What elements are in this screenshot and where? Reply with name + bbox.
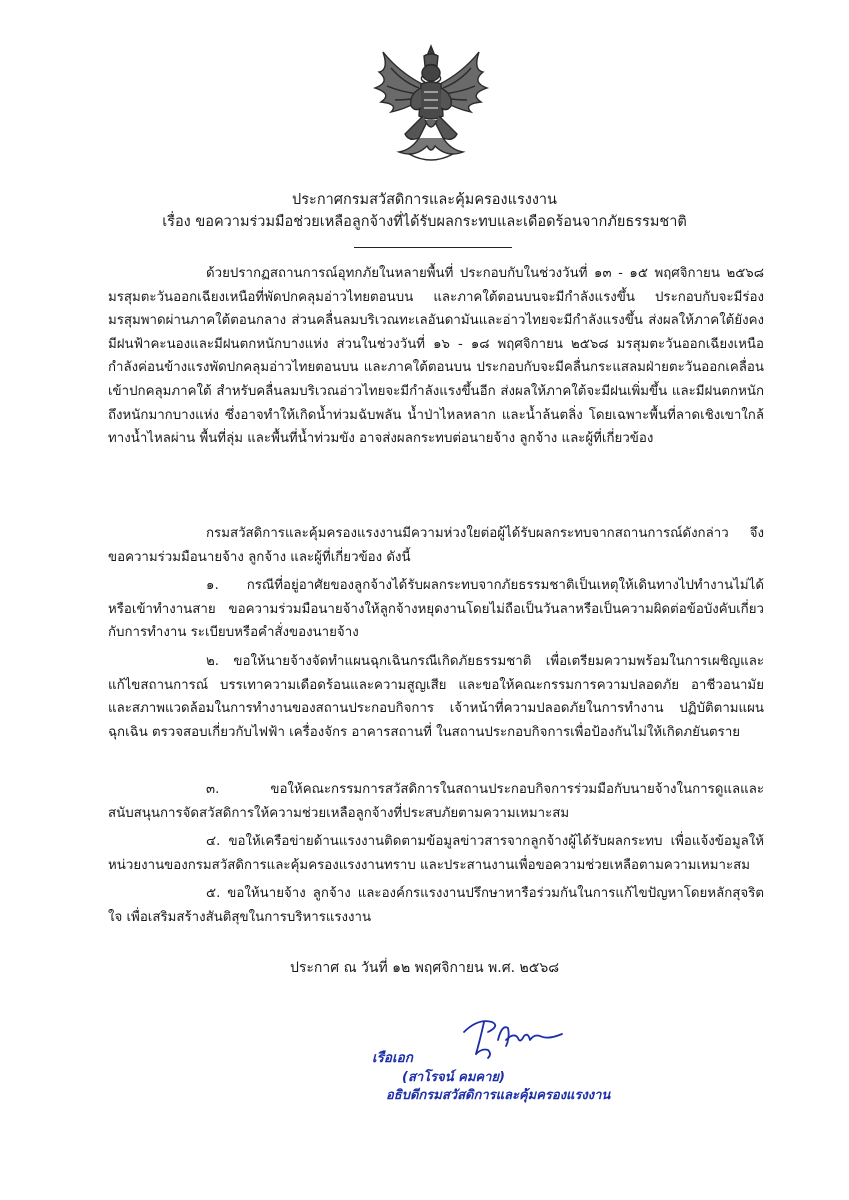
request-paragraph: กรมสวัสดิการและคุ้มครองแรงงานมีความห่วงใยต่อผู้ได้รับผลกระทบจากสถานการณ์ดังกล่าว จึงขอความร่วมมือนายจ้าง ลูกจ้าง และผู้ที่เกี่ยวข้อง ดังนี้: [108, 526, 764, 565]
signatory-rank: เรือเอก: [372, 1050, 413, 1066]
heading-divider: [354, 247, 512, 248]
announcement-date: ประกาศ ณ วันที่ ๑๒ พฤศจิกายน พ.ศ. ๒๕๖๘: [289, 960, 560, 976]
list-item-3: ๓. ขอให้คณะกรรมการสวัสดิการในสถานประกอบกิจการร่วมมือกับนายจ้างในการดูแลและสนับสนุนการจัดสวัสดิการให้ความช่วยเหลือลูกจ้างที่ประสบภัยตามความเหมาะสม: [108, 782, 764, 821]
document-title: ประกาศกรมสวัสดิการและคุ้มครองแรงงาน: [292, 192, 557, 208]
list-item-4: ๔. ขอให้เครือข่ายด้านแรงงานติดตามข้อมูลข่าวสารจากลูกจ้างผู้ได้รับผลกระทบ เพื่อแจ้งข้อมูลให้หน่วยงานของกรมสวัสดิการและคุ้มครองแรงงานทราบ และประสานงานเพื่อขอความช่วยเหลือตามความเหมาะสม: [108, 834, 764, 873]
garuda-emblem-icon: [369, 42, 493, 168]
list-item-5: ๕. ขอให้นายจ้าง ลูกจ้าง และองค์กรแรงงานปรึกษาหารือร่วมกันในการแก้ไขปัญหาโดยหลักสุจริตใจ เพื่อเสริมสร้างสันติสุขในการบริหารแรงงาน: [108, 886, 764, 925]
intro-paragraph: ด้วยปรากฏสถานการณ์อุทกภัยในหลายพื้นที่ ประกอบกับในช่วงวันที่ ๑๓ - ๑๕ พฤศจิกายน ๒๕๖๘ มรสุมตะวันออกเฉียงเหนือที่พัดปกคลุมอ่าวไทยตอนบน และภาคใต้ตอนบนจะมีกำลังแรงขึ้น ประกอบกับจะมีร่องมรสุมพาดผ่านภาคใต้ตอนกลาง ส่วนคลื่นลมบริเวณทะเลอันดามันและอ่าวไทยจะมีกำลังแรงขึ้น ส่งผลให้ภาคใต้ยังคงมีฝนฟ้าคะนองและมีฝนตกหนักบางแห่ง ส่วนในช่วงวันที่ ๑๖ - ๑๘ พฤศจิกายน ๒๕๖๘ มรสุมตะวันออกเฉียงเหนือกำลังค่อนข้างแรงพัดปกคลุมอ่าวไทยตอนบน และภาคใต้ตอนบน ประกอบกับจะมีคลื่นกระแสลมฝ่ายตะวันออกเคลื่อนเข้าปกคลุมภาคใต้ สำหรับคลื่นลมบริเวณอ่าวไทยจะมีกำลังแรงขึ้นอีก ส่งผลให้ภาคใต้จะมีฝนเพิ่มขึ้น และมีฝนตกหนักถึงหนักมากบางแห่ง ซึ่งอาจทำให้เกิดน้ำท่วมฉับพลัน น้ำป่าไหลหลาก และน้ำล้นตลิ่ง โดยเฉพาะพื้นที่ลาดเชิงเขาใกล้ทางน้ำไหลผ่าน พื้นที่ลุ่ม และพื้นที่น้ำท่วมขัง อาจส่งผลกระทบต่อนายจ้าง ลูกจ้าง และผู้ที่เกี่ยวข้อง: [108, 266, 764, 447]
list-item-1: ๑. กรณีที่อยู่อาศัยของลูกจ้างได้รับผลกระทบจากภัยธรรมชาติเป็นเหตุให้เดินทางไปทำงานไม่ได้ หรือเข้าทำงานสาย ขอความร่วมมือนายจ้างให้ลูกจ้างหยุดงานโดยไม่ถือเป็นวันลาหรือเป็นความผิดต่อข้อบังคับเกี่ยวกับการทำงาน ระเบียบหรือคำสั่งของนายจ้าง: [108, 578, 764, 641]
handwritten-signature-icon: [458, 1010, 570, 1062]
signatory-position: อธิบดีกรมสวัสดิการและคุ้มครองแรงงาน: [386, 1088, 611, 1103]
signatory-name: (สาโรจน์ คมคาย): [402, 1070, 505, 1085]
list-item-2: ๒. ขอให้นายจ้างจัดทำแผนฉุกเฉินกรณีเกิดภัยธรรมชาติ เพื่อเตรียมความพร้อมในการเผชิญและแก้ไขสถานการณ์ บรรเทาความเดือดร้อนและความสูญเสีย และขอให้คณะกรรมการความปลอดภัย อาชีวอนามัย และสภาพแวดล้อมในการทำงานของสถานประกอบกิจการ เจ้าหน้าที่ความปลอดภัยในการทำงาน ปฏิบัติตามแผนฉุกเฉิน ตรวจสอบเกี่ยวกับไฟฟ้า เครื่องจักร อาคารสถานที่ ในสถานประกอบกิจการเพื่อป้องกันไม่ให้เกิดภยันตราย: [108, 654, 764, 740]
document-subject: เรื่อง ขอความร่วมมือช่วยเหลือลูกจ้างที่ได้รับผลกระทบและเดือดร้อนจากภัยธรรมชาติ: [162, 214, 687, 230]
